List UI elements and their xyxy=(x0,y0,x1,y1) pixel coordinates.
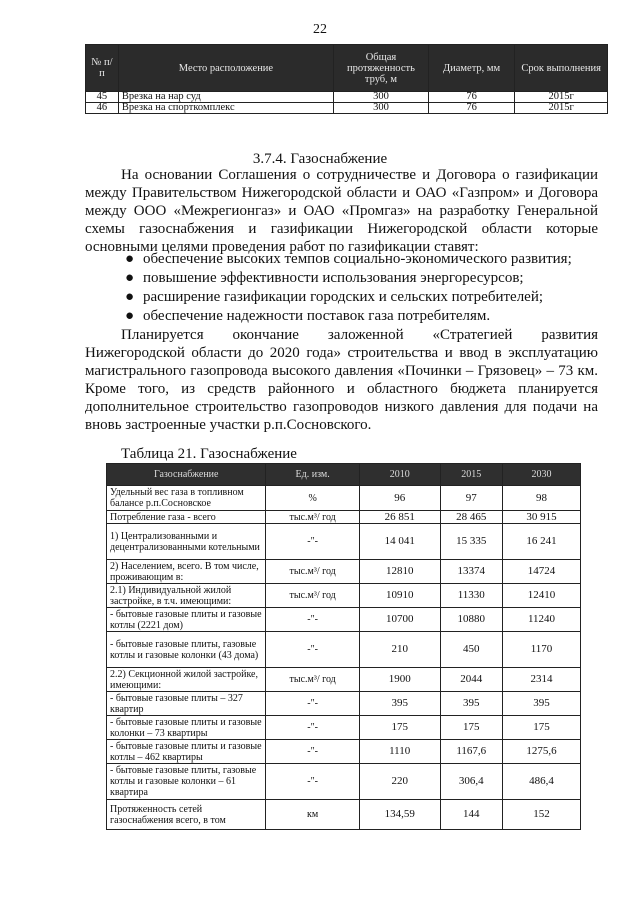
goals-list xyxy=(85,250,598,326)
cell-length: 300 xyxy=(334,103,429,114)
col-number: № п/п xyxy=(86,45,119,92)
cell-2015: 13374 xyxy=(440,560,502,584)
cell-unit: -"- xyxy=(266,524,359,560)
cell-place: Врезка на нар суд xyxy=(118,92,333,103)
cell-unit: тыс.м³/ год xyxy=(266,584,359,608)
cell-2030: 1170 xyxy=(502,632,580,668)
plan-paragraph: Планируется окончание заложенной «Стратегией развития Нижегородской области до 2020 года» строительства и ввод в эксплуатацию магистрального газопровода высокого давления «Починки – Грязовец» – 73 км. Кроме того, из средств районного и областного бюджета планируется дополнительное строительство газопроводов низкого давления для подачи на вновь застроенные участки р.п.Сосновского. xyxy=(85,327,598,433)
cell-term: 2015г xyxy=(515,92,608,103)
bullet-icon: ● xyxy=(125,308,135,324)
cell-name: - бытовые газовые плиты – 327 квартир xyxy=(107,692,266,716)
cell-diameter: 76 xyxy=(428,92,515,103)
cell-2010: 26 851 xyxy=(359,511,440,524)
col-term: Срок выполнения xyxy=(515,45,608,92)
table-row xyxy=(107,511,581,524)
cell-term: 2015г xyxy=(515,103,608,114)
cell-unit: -"- xyxy=(266,608,359,632)
cell-2015: 144 xyxy=(440,800,502,830)
cell-unit: -"- xyxy=(266,632,359,668)
cell-unit: -"- xyxy=(266,764,359,800)
table-row xyxy=(107,716,581,740)
cell-2015: 306,4 xyxy=(440,764,502,800)
cell-2030: 12410 xyxy=(502,584,580,608)
cell-2030: 14724 xyxy=(502,560,580,584)
cell-2015: 97 xyxy=(440,486,502,511)
cell-2030: 152 xyxy=(502,800,580,830)
cell-2015: 2044 xyxy=(440,668,502,692)
cell-2030: 11240 xyxy=(502,608,580,632)
cell-name: Удельный вес газа в топливном балансе р.п.Сосновское xyxy=(107,486,266,511)
list-item-text: обеспечение высоких темпов социально-экономического развития; xyxy=(143,251,572,267)
table-row xyxy=(107,486,581,511)
cell-2030: 16 241 xyxy=(502,524,580,560)
pipeline-table-header xyxy=(86,45,608,92)
cell-2010: 134,59 xyxy=(359,800,440,830)
cell-2030: 395 xyxy=(502,692,580,716)
cell-length: 300 xyxy=(334,92,429,103)
list-item-text: обеспечение надежности поставок газа потребителям. xyxy=(143,308,491,324)
cell-2015: 395 xyxy=(440,692,502,716)
cell-2010: 175 xyxy=(359,716,440,740)
list-item xyxy=(85,269,598,288)
cell-diameter: 76 xyxy=(428,103,515,114)
cell-number: 46 xyxy=(86,103,119,114)
table-row xyxy=(107,632,581,668)
cell-2010: 220 xyxy=(359,764,440,800)
cell-place: Врезка на спорткомплекс xyxy=(118,103,333,114)
cell-name: - бытовые газовые плиты и газовые котлы (2221 дом) xyxy=(107,608,266,632)
cell-name: 1) Централизованными и децентрализованными котельными xyxy=(107,524,266,560)
cell-name: 2.1) Индивидуальной жилой застройке, в т.ч. имеющими: xyxy=(107,584,266,608)
table-row xyxy=(107,524,581,560)
col-name: Газоснабжение xyxy=(107,464,266,486)
col-place: Место расположение xyxy=(118,45,333,92)
cell-2010: 210 xyxy=(359,632,440,668)
col-2010: 2010 xyxy=(359,464,440,486)
table-row xyxy=(107,764,581,800)
cell-2010: 12810 xyxy=(359,560,440,584)
cell-2015: 15 335 xyxy=(440,524,502,560)
table-row xyxy=(107,692,581,716)
cell-name: 2) Населением, всего. В том числе, проживающим в: xyxy=(107,560,266,584)
cell-unit: -"- xyxy=(266,740,359,764)
cell-2030: 30 915 xyxy=(502,511,580,524)
table-caption: Таблица 21. Газоснабжение xyxy=(121,446,297,462)
pipeline-table xyxy=(85,44,608,114)
table-row xyxy=(107,668,581,692)
cell-2030: 175 xyxy=(502,716,580,740)
bullet-icon: ● xyxy=(125,289,135,305)
section-title: 3.7.4. Газоснабжение xyxy=(252,151,388,167)
cell-name: Потребление газа - всего xyxy=(107,511,266,524)
page-number: 22 xyxy=(313,22,327,37)
list-item xyxy=(85,307,598,326)
cell-unit: -"- xyxy=(266,716,359,740)
cell-name: - бытовые газовые плиты и газовые колонки – 73 квартиры xyxy=(107,716,266,740)
cell-2010: 1110 xyxy=(359,740,440,764)
gas-supply-table xyxy=(106,463,581,830)
cell-name: Протяженность сетей газоснабжения всего, в том xyxy=(107,800,266,830)
cell-2015: 28 465 xyxy=(440,511,502,524)
bullet-icon: ● xyxy=(125,251,135,267)
cell-2030: 1275,6 xyxy=(502,740,580,764)
cell-name: - бытовые газовые плиты, газовые котлы и газовые колонки (43 дома) xyxy=(107,632,266,668)
col-diameter: Диаметр, мм xyxy=(428,45,515,92)
cell-2010: 10910 xyxy=(359,584,440,608)
cell-2015: 1167,6 xyxy=(440,740,502,764)
cell-2015: 11330 xyxy=(440,584,502,608)
gas-table-header xyxy=(107,464,581,486)
cell-2010: 14 041 xyxy=(359,524,440,560)
cell-2010: 10700 xyxy=(359,608,440,632)
list-item xyxy=(85,250,598,269)
table-row xyxy=(107,584,581,608)
table-row xyxy=(86,103,608,114)
bullet-icon: ● xyxy=(125,270,135,286)
cell-2015: 10880 xyxy=(440,608,502,632)
cell-2010: 96 xyxy=(359,486,440,511)
table-row xyxy=(107,560,581,584)
cell-2015: 450 xyxy=(440,632,502,668)
table-row xyxy=(107,740,581,764)
list-item xyxy=(85,288,598,307)
cell-unit: -"- xyxy=(266,692,359,716)
cell-2030: 486,4 xyxy=(502,764,580,800)
cell-unit: % xyxy=(266,486,359,511)
table-row xyxy=(107,800,581,830)
cell-unit: тыс.м³/ год xyxy=(266,560,359,584)
cell-2030: 2314 xyxy=(502,668,580,692)
col-length: Общая протяженность труб, м xyxy=(334,45,429,92)
cell-2015: 175 xyxy=(440,716,502,740)
list-item-text: повышение эффективности использования энергоресурсов; xyxy=(143,270,524,286)
cell-2030: 98 xyxy=(502,486,580,511)
cell-2010: 1900 xyxy=(359,668,440,692)
cell-name: 2.2) Секционной жилой застройке, имеющими: xyxy=(107,668,266,692)
cell-unit: км xyxy=(266,800,359,830)
col-unit: Ед. изм. xyxy=(266,464,359,486)
col-2015: 2015 xyxy=(440,464,502,486)
cell-number: 45 xyxy=(86,92,119,103)
cell-2010: 395 xyxy=(359,692,440,716)
table-row xyxy=(107,608,581,632)
col-2030: 2030 xyxy=(502,464,580,486)
cell-unit: тыс.м³/ год xyxy=(266,668,359,692)
cell-name: - бытовые газовые плиты, газовые котлы и газовые колонки – 61 квартира xyxy=(107,764,266,800)
intro-paragraph: На основании Соглашения о сотрудничестве и Договора о газификации между Правительством Нижегородской области и ОАО «Газпром» и Договора между ООО «Межрегионгаз» и ОАО «Промгаз» на разработку Генеральной схемы газоснабжения и газификации Нижегородской области которые основными целями проведения работ по газификации ставят: xyxy=(85,167,598,255)
cell-unit: тыс.м³/ год xyxy=(266,511,359,524)
cell-name: - бытовые газовые плиты и газовые котлы – 462 квартиры xyxy=(107,740,266,764)
list-item-text: расширение газификации городских и сельских потребителей; xyxy=(143,289,544,305)
table-row xyxy=(86,92,608,103)
